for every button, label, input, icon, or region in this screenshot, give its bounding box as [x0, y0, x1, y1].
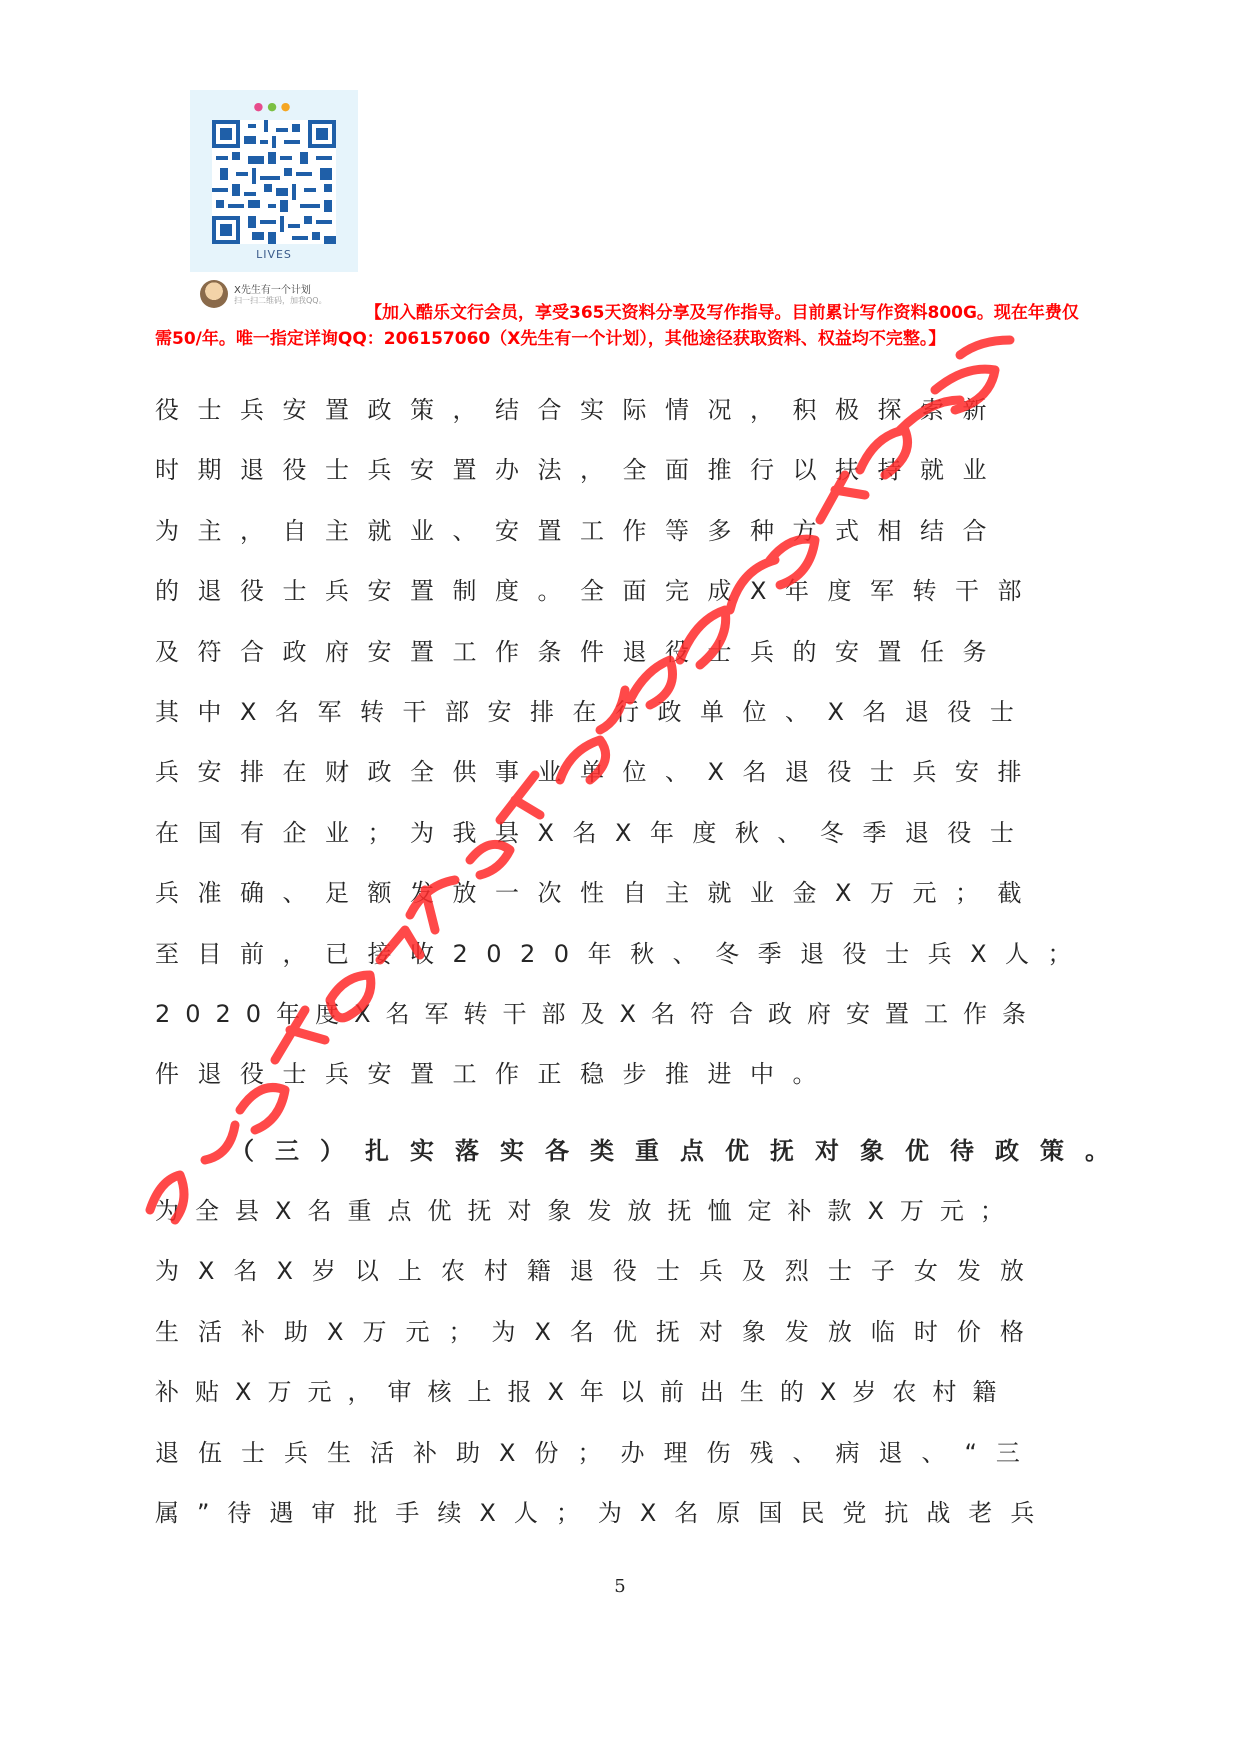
- body-line: 及符合政府安置工作条件退役士兵的安置任务: [155, 637, 1005, 666]
- body-line: 兵准确、足额发放一次性自主就业金X万元；截: [155, 879, 1040, 908]
- body-line: 件退役士兵安置工作正稳步推进中。: [155, 1060, 835, 1089]
- body-line: 属”待遇审批手续X人；为X名原国民党抗战老兵: [155, 1499, 1053, 1528]
- account-subtitle: 扫一扫二维码，加我QQ。: [234, 296, 327, 305]
- body-line: 2020年度X名军转干部及X名符合政府安置工作条: [155, 999, 1041, 1028]
- section-heading: （三）扎实落实各类重点优抚对象优待政策。: [230, 1136, 1130, 1165]
- body-line: 役士兵安置政策，结合实际情况，积极探索新: [155, 396, 1005, 424]
- body-line: 为全县X名重点优抚对象发放抚恤定补款X万元；: [155, 1197, 1020, 1226]
- body-line: 在国有企业；为我县X名X年度秋、冬季退役士: [155, 818, 1033, 847]
- body-line: 退伍士兵生活补助X份；办理伤残、病退、“三: [155, 1438, 1039, 1467]
- document-body: [155, 380, 1130, 1543]
- body-line: 兵安排在财政全供事业单位、X名退役士兵安排: [155, 758, 1040, 787]
- body-line: 至目前，已接收2020年秋、冬季退役士兵X人；: [155, 939, 1091, 968]
- qr-code-icon: [212, 120, 336, 244]
- decorative-dots-icon: ●●●: [253, 100, 295, 113]
- body-line: 的退役士兵安置制度。全面完成X年度军转干部: [155, 577, 1040, 606]
- body-line: 为X名X岁以上农村籍退役士兵及烈士子女发放: [155, 1257, 1043, 1286]
- promo-notice: 【加入酷乐文行会员，享受365天资料分享及写作指导。目前累计写作资料800G。现在年费仅需50/年。唯一指定详询QQ：206157060（X先生有一个计划），其他途径获取资料、权益均不完整。】: [155, 303, 1079, 349]
- qr-code-panel: [190, 90, 358, 272]
- account-name: X先生有一个计划: [234, 285, 311, 296]
- body-line: 其中X名军转干部安排在行政单位、X名退役士: [155, 697, 1033, 726]
- body-line: 为主，自主就业、安置工作等多种方式相结合: [155, 516, 1005, 545]
- page-number: 5: [614, 1576, 626, 1597]
- qr-caption: LIVES: [256, 248, 292, 261]
- body-line: 补贴X万元，审核上报X年以前出生的X岁农村籍: [155, 1378, 1013, 1407]
- body-line: 时期退役士兵安置办法，全面推行以扶持就业: [155, 456, 1005, 485]
- body-line: 生活补助X万元；为X名优抚对象发放临时价格: [155, 1317, 1043, 1346]
